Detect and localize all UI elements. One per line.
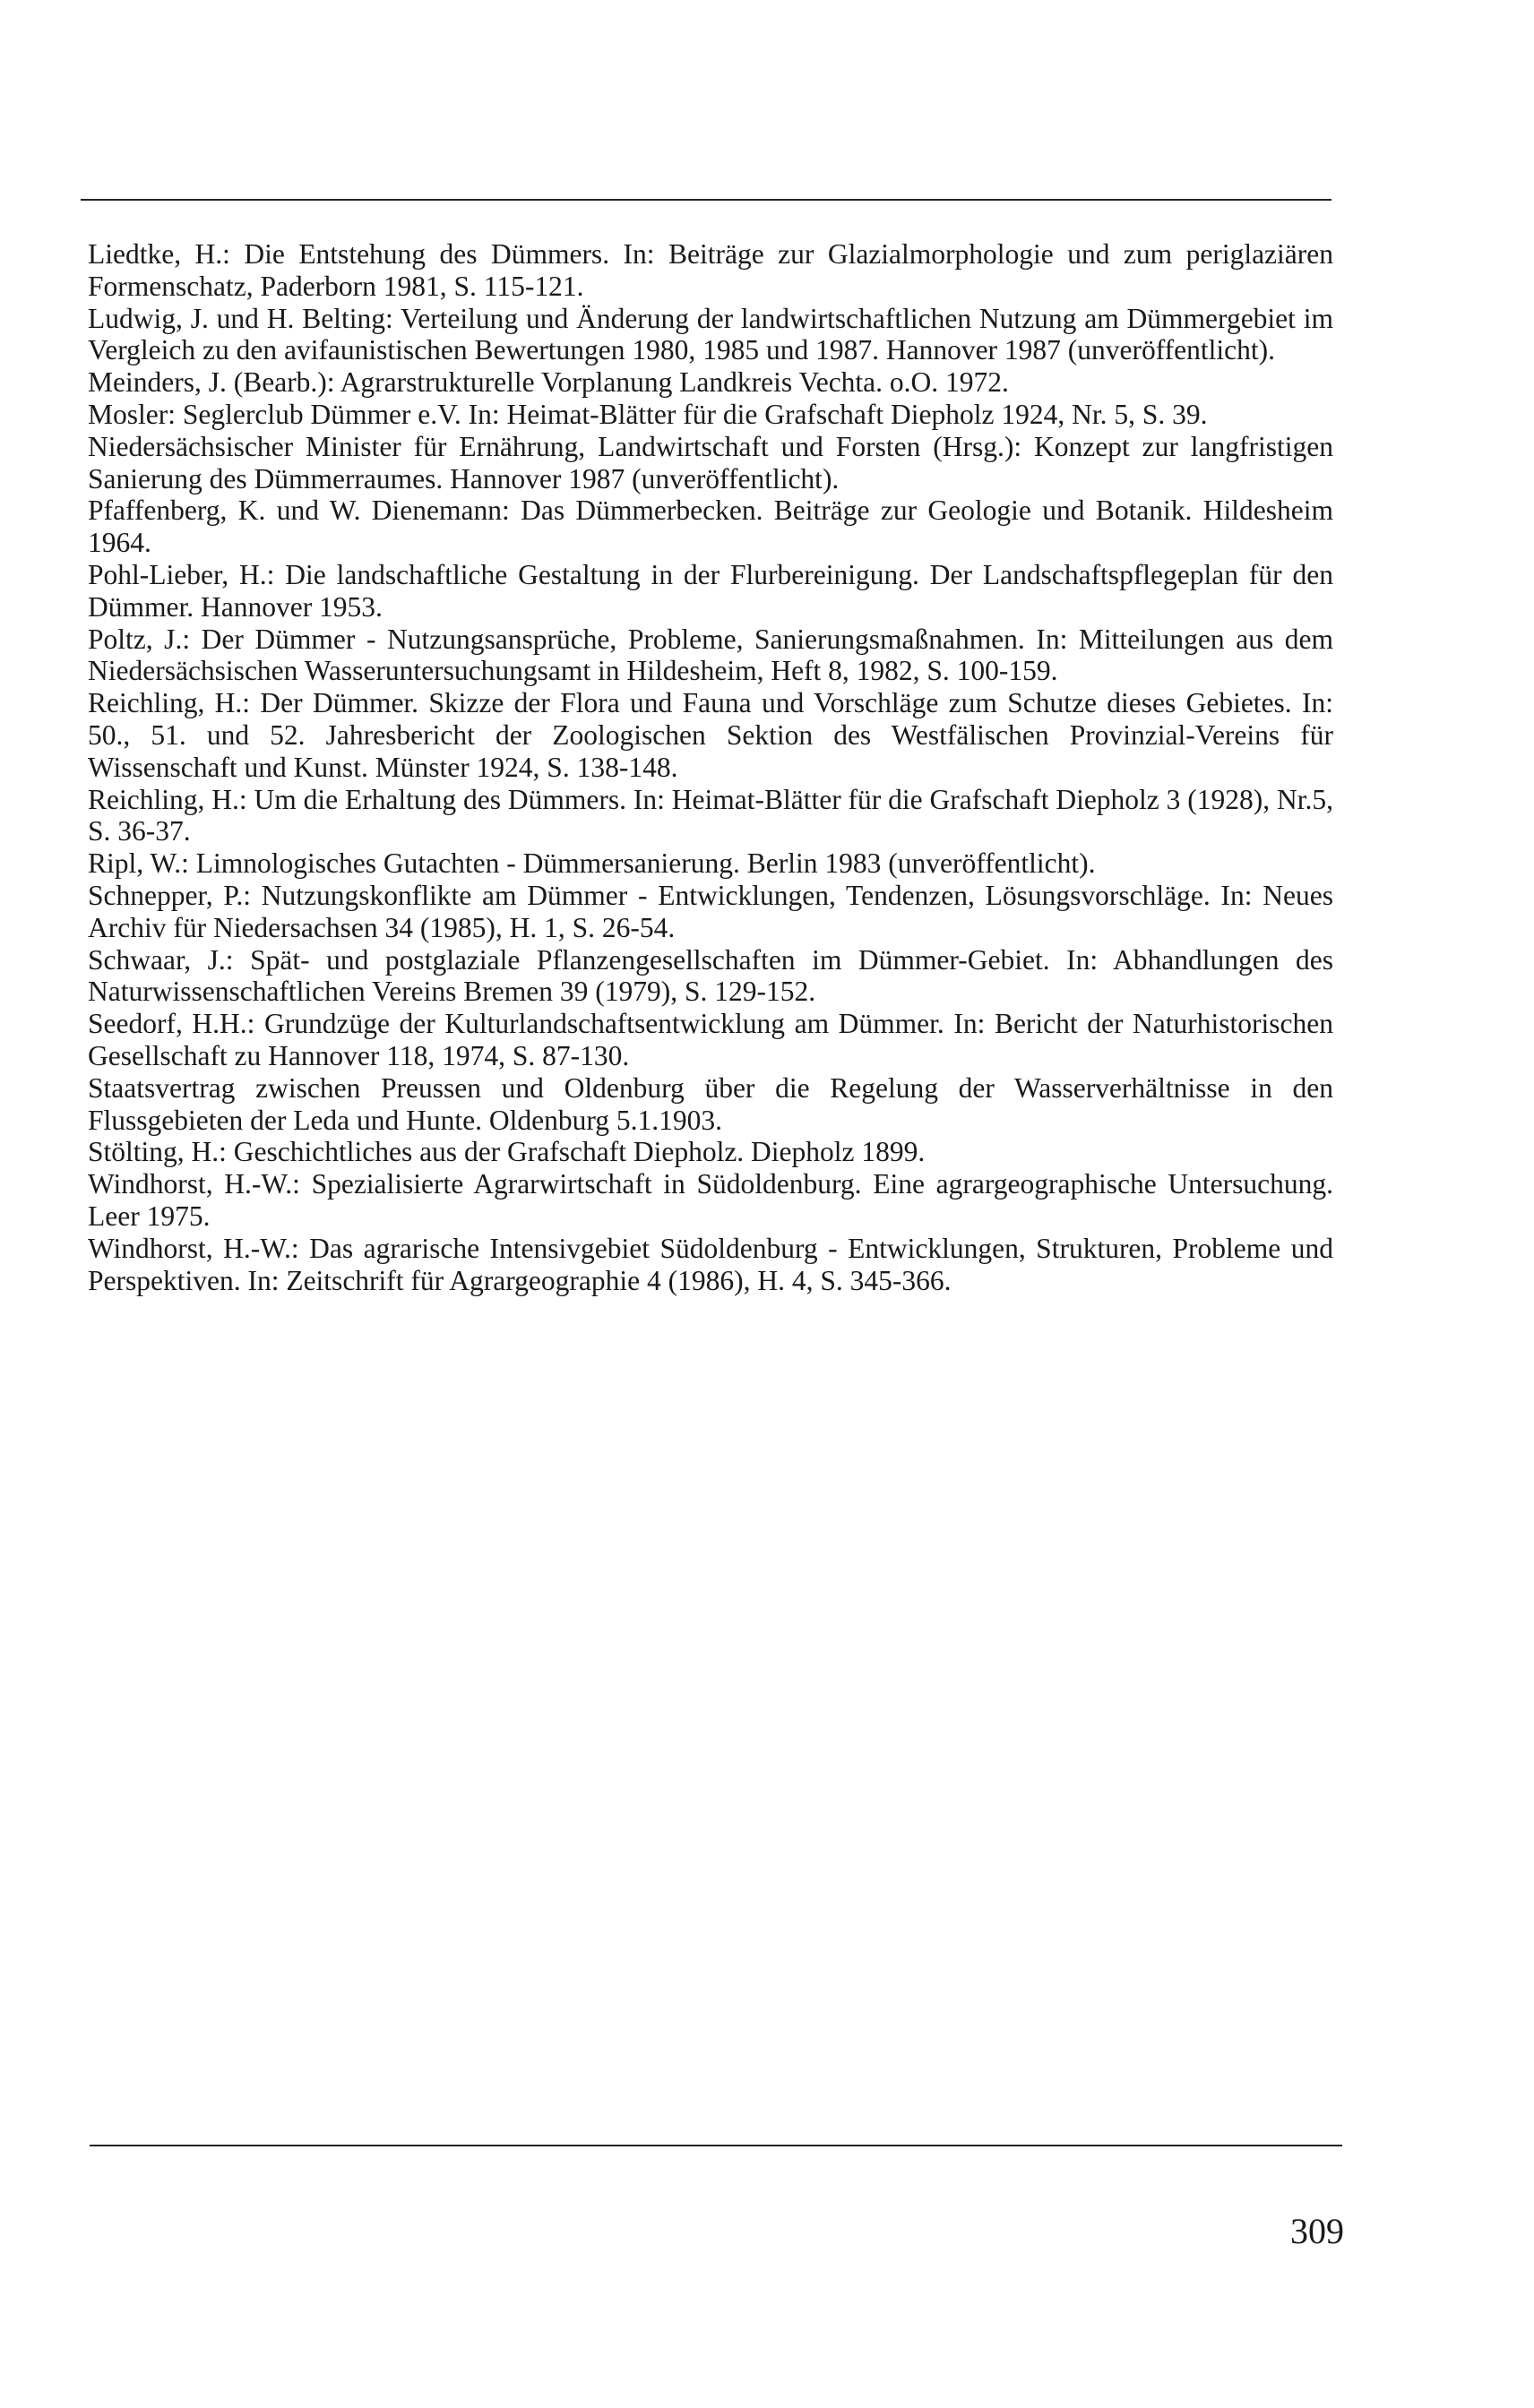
bibliography-entry: Meinders, J. (Bearb.): Agrarstrukturelle Vorplanung Landkreis Vechta. o.O. 1972. — [88, 366, 1009, 399]
bibliography-entry: Niedersächsischer Minister für Ernährung, Landwirtschaft und Forsten (Hrsg.): Konzept zur langfristigen Sanierung des Dümmerraumes. Hannover 1987 (unveröffentlicht). — [88, 430, 1333, 494]
header-rule — [81, 199, 1331, 201]
bibliography-entry: Liedtke, H.: Die Entstehung des Dümmers. In: Beiträge zur Glazialmorphologie und zum periglaziären Formenschatz, Paderborn 1981, S. 115-121. — [88, 238, 1333, 302]
bibliography-entry: Staatsvertrag zwischen Preussen und Oldenburg über die Regelung der Wasserverhältnisse in den Flussgebieten der Leda und Hunte. Oldenburg 5.1.1903. — [88, 1071, 1333, 1136]
bibliography-entry: Pfaffenberg, K. und W. Dienemann: Das Dümmerbecken. Beiträge zur Geologie und Botanik. Hildesheim 1964. — [88, 494, 1333, 559]
bibliography-list — [88, 238, 1333, 1296]
footer-rule — [90, 2145, 1342, 2146]
bibliography-entry: Reichling, H.: Der Dümmer. Skizze der Flora und Fauna und Vorschläge zum Schutze dieses Gebietes. In: 50., 51. und 52. Jahresbericht der Zoologischen Sektion des Westfälischen Provinzial-Vereins für Wissenschaft und Kunst. Münster 1924, S. 138-148. — [88, 687, 1333, 783]
bibliography-entry: Ludwig, J. und H. Belting: Verteilung und Änderung der landwirtschaftlichen Nutzung am Dümmergebiet im Vergleich zu den avifaunistischen Bewertungen 1980, 1985 und 1987. Hannover 1987 (unveröffentlicht). — [88, 302, 1333, 366]
page-number: 309 — [1290, 2211, 1344, 2251]
bibliography-entry: Windhorst, H.-W.: Spezialisierte Agrarwirtschaft in Südoldenburg. Eine agrargeographische Untersuchung. Leer 1975. — [88, 1168, 1333, 1232]
bibliography-entry: Schnepper, P.: Nutzungskonflikte am Dümmer - Entwicklungen, Tendenzen, Lösungsvorschläge. In: Neues Archiv für Niedersachsen 34 (1985), H. 1, S. 26-54. — [88, 879, 1333, 943]
bibliography-entry: Pohl-Lieber, H.: Die landschaftliche Gestaltung in der Flurbereinigung. Der Landschaftspflegeplan für den Dümmer. Hannover 1953. — [88, 558, 1333, 623]
bibliography-entry: Seedorf, H.H.: Grundzüge der Kulturlandschaftsentwicklung am Dümmer. In: Bericht der Naturhistorischen Gesellschaft zu Hannover 118, 1974, S. 87-130. — [88, 1008, 1333, 1071]
bibliography-entry: Poltz, J.: Der Dümmer - Nutzungsansprüche, Probleme, Sanierungsmaßnahmen. In: Mitteilungen aus dem Niedersächsischen Wasseruntersuchungsamt in Hildesheim, Heft 8, 1982, S. 100-159. — [88, 623, 1333, 687]
bibliography-entry: Reichling, H.: Um die Erhaltung des Dümmers. In: Heimat-Blätter für die Grafschaft Diepholz 3 (1928), Nr.5, S. 36-37. — [88, 783, 1334, 847]
bibliography-entry: Mosler: Seglerclub Dümmer e.V. In: Heimat-Blätter für die Grafschaft Diepholz 1924, Nr. 5, S. 39. — [88, 398, 1208, 430]
bibliography-entry: Ripl, W.: Limnologisches Gutachten - Dümmersanierung. Berlin 1983 (unveröffentlicht). — [88, 847, 1096, 880]
bibliography-entry: Stölting, H.: Geschichtliches aus der Grafschaft Diepholz. Diepholz 1899. — [88, 1136, 926, 1168]
bibliography-entry: Windhorst, H.-W.: Das agrarische Intensivgebiet Südoldenburg - Entwicklungen, Strukturen, Probleme und Perspektiven. In: Zeitschrift für Agrargeographie 4 (1986), H. 4, S. 345-366. — [88, 1232, 1333, 1296]
bibliography-entry: Schwaar, J.: Spät- und postglaziale Pflanzengesellschaften im Dümmer-Gebiet. In: Abhandlungen des Naturwissenschaftlichen Vereins Bremen 39 (1979), S. 129-152. — [88, 943, 1333, 1008]
